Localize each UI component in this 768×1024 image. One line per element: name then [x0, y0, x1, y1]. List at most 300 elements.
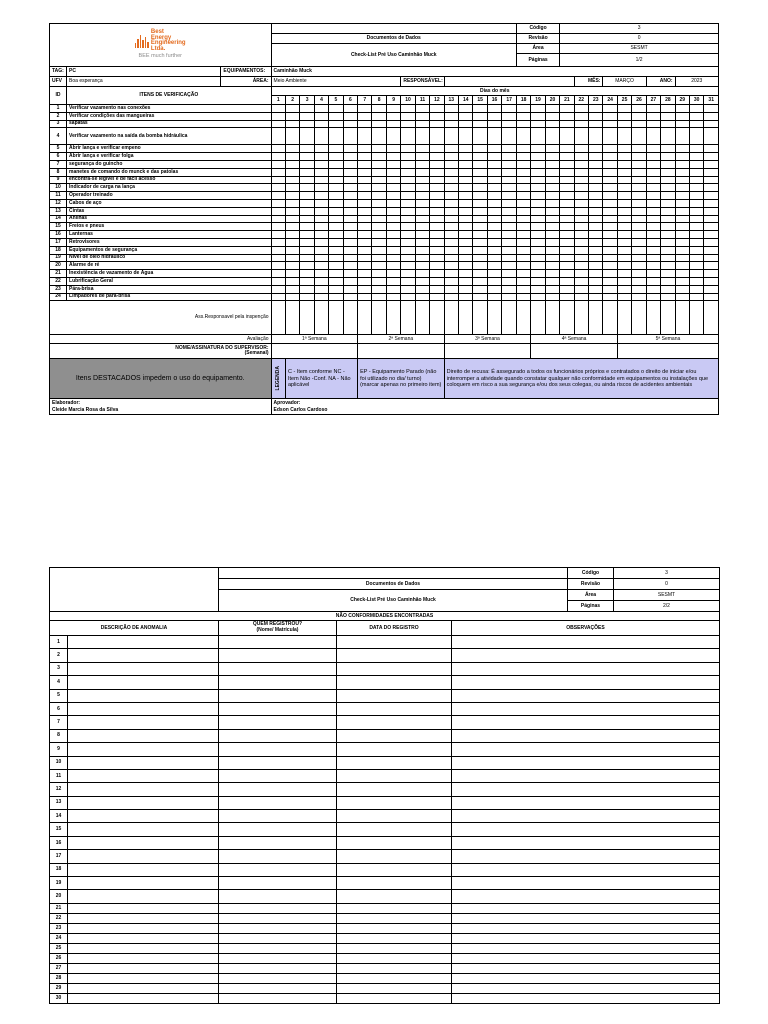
day-check-cell[interactable] [646, 160, 660, 168]
day-check-cell[interactable] [589, 145, 603, 153]
day-check-cell[interactable] [704, 270, 719, 278]
observation-cell[interactable] [452, 943, 720, 953]
day-check-cell[interactable] [516, 120, 530, 128]
day-check-cell[interactable] [343, 192, 357, 200]
date-cell[interactable] [337, 933, 452, 943]
day-check-cell[interactable] [675, 176, 689, 184]
day-check-cell[interactable] [589, 105, 603, 113]
day-check-cell[interactable] [516, 160, 530, 168]
day-check-cell[interactable] [704, 262, 719, 270]
day-check-cell[interactable] [271, 285, 285, 293]
day-check-cell[interactable] [473, 168, 487, 176]
day-check-cell[interactable] [545, 120, 559, 128]
day-check-cell[interactable] [646, 207, 660, 215]
day-check-cell[interactable] [516, 254, 530, 262]
day-check-cell[interactable] [444, 153, 458, 161]
day-check-cell[interactable] [386, 160, 400, 168]
day-check-cell[interactable] [574, 254, 588, 262]
day-check-cell[interactable] [502, 160, 517, 168]
who-cell[interactable] [219, 923, 337, 933]
day-check-cell[interactable] [415, 262, 429, 270]
day-check-cell[interactable] [675, 285, 689, 293]
day-check-cell[interactable] [415, 112, 429, 120]
day-check-cell[interactable] [285, 105, 299, 113]
day-check-cell[interactable] [560, 223, 574, 231]
day-check-cell[interactable] [617, 277, 631, 285]
day-check-cell[interactable] [386, 145, 400, 153]
day-check-cell[interactable] [560, 270, 574, 278]
who-cell[interactable] [219, 836, 337, 849]
day-check-cell[interactable] [300, 215, 314, 223]
day-check-cell[interactable] [617, 176, 631, 184]
day-check-cell[interactable] [271, 112, 285, 120]
day-check-cell[interactable] [285, 184, 299, 192]
day-check-cell[interactable] [285, 223, 299, 231]
day-check-cell[interactable] [632, 215, 646, 223]
day-check-cell[interactable] [704, 168, 719, 176]
day-check-cell[interactable] [459, 128, 473, 145]
day-check-cell[interactable] [285, 254, 299, 262]
day-check-cell[interactable] [516, 192, 530, 200]
observation-cell[interactable] [452, 689, 720, 702]
day-check-cell[interactable] [704, 207, 719, 215]
day-check-cell[interactable] [314, 168, 328, 176]
day-check-cell[interactable] [300, 246, 314, 254]
day-check-cell[interactable] [675, 112, 689, 120]
day-check-cell[interactable] [459, 293, 473, 301]
who-cell[interactable] [219, 983, 337, 993]
day-check-cell[interactable] [589, 262, 603, 270]
day-check-cell[interactable] [617, 262, 631, 270]
signature-cell[interactable] [617, 301, 631, 335]
who-cell[interactable] [219, 943, 337, 953]
day-check-cell[interactable] [487, 231, 501, 239]
day-check-cell[interactable] [343, 223, 357, 231]
day-check-cell[interactable] [632, 231, 646, 239]
description-cell[interactable] [68, 943, 219, 953]
date-cell[interactable] [337, 810, 452, 823]
who-cell[interactable] [219, 850, 337, 863]
day-check-cell[interactable] [372, 223, 386, 231]
description-cell[interactable] [68, 903, 219, 913]
day-check-cell[interactable] [329, 246, 343, 254]
day-check-cell[interactable] [329, 254, 343, 262]
day-check-cell[interactable] [358, 128, 372, 145]
day-check-cell[interactable] [459, 215, 473, 223]
day-check-cell[interactable] [314, 176, 328, 184]
day-check-cell[interactable] [531, 105, 545, 113]
day-check-cell[interactable] [473, 262, 487, 270]
day-check-cell[interactable] [661, 199, 675, 207]
day-check-cell[interactable] [632, 105, 646, 113]
date-cell[interactable] [337, 729, 452, 742]
day-check-cell[interactable] [661, 128, 675, 145]
day-check-cell[interactable] [617, 120, 631, 128]
day-check-cell[interactable] [617, 270, 631, 278]
day-check-cell[interactable] [531, 223, 545, 231]
day-check-cell[interactable] [531, 231, 545, 239]
day-check-cell[interactable] [531, 215, 545, 223]
day-check-cell[interactable] [430, 160, 444, 168]
day-check-cell[interactable] [314, 199, 328, 207]
date-cell[interactable] [337, 676, 452, 689]
day-check-cell[interactable] [675, 231, 689, 239]
signature-cell[interactable] [459, 301, 473, 335]
day-check-cell[interactable] [574, 168, 588, 176]
day-check-cell[interactable] [603, 277, 617, 285]
day-check-cell[interactable] [329, 215, 343, 223]
day-check-cell[interactable] [372, 192, 386, 200]
day-check-cell[interactable] [589, 128, 603, 145]
day-check-cell[interactable] [372, 112, 386, 120]
day-check-cell[interactable] [372, 207, 386, 215]
day-check-cell[interactable] [271, 184, 285, 192]
day-check-cell[interactable] [314, 262, 328, 270]
day-check-cell[interactable] [545, 160, 559, 168]
day-check-cell[interactable] [300, 112, 314, 120]
day-check-cell[interactable] [574, 153, 588, 161]
description-cell[interactable] [68, 636, 219, 649]
day-check-cell[interactable] [560, 192, 574, 200]
day-check-cell[interactable] [314, 285, 328, 293]
day-check-cell[interactable] [704, 153, 719, 161]
day-check-cell[interactable] [386, 238, 400, 246]
day-check-cell[interactable] [343, 270, 357, 278]
observation-cell[interactable] [452, 743, 720, 756]
day-check-cell[interactable] [372, 246, 386, 254]
day-check-cell[interactable] [675, 223, 689, 231]
day-check-cell[interactable] [358, 293, 372, 301]
day-check-cell[interactable] [603, 145, 617, 153]
day-check-cell[interactable] [646, 128, 660, 145]
day-check-cell[interactable] [473, 293, 487, 301]
day-check-cell[interactable] [386, 153, 400, 161]
supervisor-sign-cell[interactable] [531, 344, 618, 359]
day-check-cell[interactable] [502, 145, 517, 153]
day-check-cell[interactable] [415, 160, 429, 168]
day-check-cell[interactable] [314, 246, 328, 254]
day-check-cell[interactable] [271, 277, 285, 285]
day-check-cell[interactable] [646, 145, 660, 153]
day-check-cell[interactable] [617, 285, 631, 293]
day-check-cell[interactable] [329, 262, 343, 270]
day-check-cell[interactable] [545, 231, 559, 239]
day-check-cell[interactable] [560, 207, 574, 215]
day-check-cell[interactable] [386, 231, 400, 239]
day-check-cell[interactable] [314, 192, 328, 200]
day-check-cell[interactable] [632, 184, 646, 192]
day-check-cell[interactable] [661, 254, 675, 262]
day-check-cell[interactable] [300, 238, 314, 246]
who-cell[interactable] [219, 973, 337, 983]
day-check-cell[interactable] [545, 285, 559, 293]
day-check-cell[interactable] [545, 246, 559, 254]
day-check-cell[interactable] [675, 153, 689, 161]
day-check-cell[interactable] [386, 128, 400, 145]
description-cell[interactable] [68, 973, 219, 983]
day-check-cell[interactable] [574, 238, 588, 246]
day-check-cell[interactable] [459, 145, 473, 153]
day-check-cell[interactable] [271, 199, 285, 207]
day-check-cell[interactable] [430, 105, 444, 113]
day-check-cell[interactable] [545, 270, 559, 278]
day-check-cell[interactable] [589, 184, 603, 192]
who-cell[interactable] [219, 649, 337, 662]
day-check-cell[interactable] [430, 192, 444, 200]
day-check-cell[interactable] [329, 277, 343, 285]
date-cell[interactable] [337, 943, 452, 953]
day-check-cell[interactable] [343, 277, 357, 285]
supervisor-sign-cell[interactable] [358, 344, 445, 359]
day-check-cell[interactable] [271, 153, 285, 161]
day-check-cell[interactable] [444, 160, 458, 168]
day-check-cell[interactable] [574, 285, 588, 293]
day-check-cell[interactable] [603, 112, 617, 120]
day-check-cell[interactable] [386, 176, 400, 184]
observation-cell[interactable] [452, 796, 720, 809]
day-check-cell[interactable] [430, 254, 444, 262]
day-check-cell[interactable] [372, 293, 386, 301]
signature-cell[interactable] [574, 301, 588, 335]
description-cell[interactable] [68, 662, 219, 675]
day-check-cell[interactable] [358, 262, 372, 270]
date-cell[interactable] [337, 850, 452, 863]
who-cell[interactable] [219, 810, 337, 823]
day-check-cell[interactable] [343, 112, 357, 120]
who-cell[interactable] [219, 953, 337, 963]
day-check-cell[interactable] [487, 293, 501, 301]
day-check-cell[interactable] [661, 262, 675, 270]
day-check-cell[interactable] [372, 168, 386, 176]
day-check-cell[interactable] [531, 270, 545, 278]
day-check-cell[interactable] [689, 120, 703, 128]
day-check-cell[interactable] [516, 112, 530, 120]
day-check-cell[interactable] [401, 145, 415, 153]
day-check-cell[interactable] [560, 293, 574, 301]
day-check-cell[interactable] [545, 112, 559, 120]
day-check-cell[interactable] [343, 231, 357, 239]
signature-cell[interactable] [473, 301, 487, 335]
day-check-cell[interactable] [444, 215, 458, 223]
day-check-cell[interactable] [358, 199, 372, 207]
day-check-cell[interactable] [473, 254, 487, 262]
date-cell[interactable] [337, 636, 452, 649]
day-check-cell[interactable] [415, 192, 429, 200]
description-cell[interactable] [68, 983, 219, 993]
who-cell[interactable] [219, 890, 337, 903]
day-check-cell[interactable] [386, 262, 400, 270]
day-check-cell[interactable] [589, 293, 603, 301]
day-check-cell[interactable] [401, 168, 415, 176]
day-check-cell[interactable] [372, 262, 386, 270]
day-check-cell[interactable] [285, 207, 299, 215]
day-check-cell[interactable] [704, 254, 719, 262]
day-check-cell[interactable] [704, 184, 719, 192]
date-cell[interactable] [337, 689, 452, 702]
day-check-cell[interactable] [358, 184, 372, 192]
day-check-cell[interactable] [285, 277, 299, 285]
day-check-cell[interactable] [300, 192, 314, 200]
day-check-cell[interactable] [415, 277, 429, 285]
date-cell[interactable] [337, 913, 452, 923]
day-check-cell[interactable] [574, 207, 588, 215]
day-check-cell[interactable] [603, 238, 617, 246]
day-check-cell[interactable] [589, 207, 603, 215]
observation-cell[interactable] [452, 783, 720, 796]
day-check-cell[interactable] [300, 254, 314, 262]
description-cell[interactable] [68, 953, 219, 963]
day-check-cell[interactable] [444, 168, 458, 176]
day-check-cell[interactable] [415, 168, 429, 176]
signature-cell[interactable] [415, 301, 429, 335]
day-check-cell[interactable] [358, 238, 372, 246]
day-check-cell[interactable] [704, 246, 719, 254]
day-check-cell[interactable] [372, 199, 386, 207]
day-check-cell[interactable] [675, 168, 689, 176]
day-check-cell[interactable] [646, 176, 660, 184]
day-check-cell[interactable] [661, 277, 675, 285]
day-check-cell[interactable] [473, 285, 487, 293]
day-check-cell[interactable] [661, 223, 675, 231]
day-check-cell[interactable] [285, 270, 299, 278]
day-check-cell[interactable] [632, 112, 646, 120]
day-check-cell[interactable] [358, 105, 372, 113]
day-check-cell[interactable] [531, 184, 545, 192]
day-check-cell[interactable] [617, 231, 631, 239]
day-check-cell[interactable] [314, 293, 328, 301]
day-check-cell[interactable] [444, 262, 458, 270]
observation-cell[interactable] [452, 923, 720, 933]
day-check-cell[interactable] [675, 238, 689, 246]
who-cell[interactable] [219, 636, 337, 649]
day-check-cell[interactable] [343, 160, 357, 168]
day-check-cell[interactable] [300, 262, 314, 270]
day-check-cell[interactable] [516, 270, 530, 278]
day-check-cell[interactable] [632, 168, 646, 176]
day-check-cell[interactable] [314, 128, 328, 145]
day-check-cell[interactable] [415, 199, 429, 207]
day-check-cell[interactable] [646, 285, 660, 293]
day-check-cell[interactable] [531, 277, 545, 285]
day-check-cell[interactable] [646, 153, 660, 161]
day-check-cell[interactable] [632, 238, 646, 246]
day-check-cell[interactable] [646, 270, 660, 278]
day-check-cell[interactable] [300, 199, 314, 207]
description-cell[interactable] [68, 649, 219, 662]
day-check-cell[interactable] [661, 168, 675, 176]
day-check-cell[interactable] [459, 223, 473, 231]
day-check-cell[interactable] [560, 277, 574, 285]
day-check-cell[interactable] [300, 120, 314, 128]
day-check-cell[interactable] [502, 238, 517, 246]
day-check-cell[interactable] [617, 153, 631, 161]
day-check-cell[interactable] [343, 293, 357, 301]
day-check-cell[interactable] [589, 192, 603, 200]
day-check-cell[interactable] [502, 168, 517, 176]
day-check-cell[interactable] [343, 120, 357, 128]
day-check-cell[interactable] [545, 238, 559, 246]
day-check-cell[interactable] [617, 112, 631, 120]
observation-cell[interactable] [452, 877, 720, 890]
day-check-cell[interactable] [473, 145, 487, 153]
day-check-cell[interactable] [300, 128, 314, 145]
day-check-cell[interactable] [603, 153, 617, 161]
day-check-cell[interactable] [689, 285, 703, 293]
day-check-cell[interactable] [271, 254, 285, 262]
day-check-cell[interactable] [444, 120, 458, 128]
day-check-cell[interactable] [343, 238, 357, 246]
day-check-cell[interactable] [617, 145, 631, 153]
day-check-cell[interactable] [661, 270, 675, 278]
date-cell[interactable] [337, 743, 452, 756]
day-check-cell[interactable] [560, 112, 574, 120]
day-check-cell[interactable] [516, 238, 530, 246]
day-check-cell[interactable] [487, 176, 501, 184]
day-check-cell[interactable] [300, 168, 314, 176]
observation-cell[interactable] [452, 823, 720, 836]
day-check-cell[interactable] [459, 153, 473, 161]
day-check-cell[interactable] [285, 262, 299, 270]
day-check-cell[interactable] [502, 184, 517, 192]
day-check-cell[interactable] [401, 199, 415, 207]
description-cell[interactable] [68, 933, 219, 943]
day-check-cell[interactable] [459, 168, 473, 176]
signature-cell[interactable] [661, 301, 675, 335]
day-check-cell[interactable] [372, 184, 386, 192]
day-check-cell[interactable] [704, 160, 719, 168]
date-cell[interactable] [337, 836, 452, 849]
day-check-cell[interactable] [704, 176, 719, 184]
day-check-cell[interactable] [661, 246, 675, 254]
day-check-cell[interactable] [646, 223, 660, 231]
day-check-cell[interactable] [574, 277, 588, 285]
day-check-cell[interactable] [372, 120, 386, 128]
day-check-cell[interactable] [358, 207, 372, 215]
day-check-cell[interactable] [675, 199, 689, 207]
day-check-cell[interactable] [689, 176, 703, 184]
day-check-cell[interactable] [675, 105, 689, 113]
day-check-cell[interactable] [329, 184, 343, 192]
who-cell[interactable] [219, 913, 337, 923]
who-cell[interactable] [219, 963, 337, 973]
day-check-cell[interactable] [459, 199, 473, 207]
day-check-cell[interactable] [675, 246, 689, 254]
day-check-cell[interactable] [574, 223, 588, 231]
day-check-cell[interactable] [516, 231, 530, 239]
day-check-cell[interactable] [271, 246, 285, 254]
who-cell[interactable] [219, 769, 337, 782]
day-check-cell[interactable] [372, 160, 386, 168]
day-check-cell[interactable] [589, 238, 603, 246]
day-check-cell[interactable] [545, 153, 559, 161]
day-check-cell[interactable] [343, 145, 357, 153]
day-check-cell[interactable] [516, 168, 530, 176]
day-check-cell[interactable] [617, 184, 631, 192]
day-check-cell[interactable] [487, 270, 501, 278]
day-check-cell[interactable] [459, 277, 473, 285]
day-check-cell[interactable] [646, 238, 660, 246]
day-check-cell[interactable] [661, 176, 675, 184]
day-check-cell[interactable] [545, 145, 559, 153]
day-check-cell[interactable] [689, 145, 703, 153]
day-check-cell[interactable] [300, 231, 314, 239]
day-check-cell[interactable] [617, 199, 631, 207]
who-cell[interactable] [219, 729, 337, 742]
day-check-cell[interactable] [314, 145, 328, 153]
day-check-cell[interactable] [689, 223, 703, 231]
day-check-cell[interactable] [646, 192, 660, 200]
day-check-cell[interactable] [415, 246, 429, 254]
